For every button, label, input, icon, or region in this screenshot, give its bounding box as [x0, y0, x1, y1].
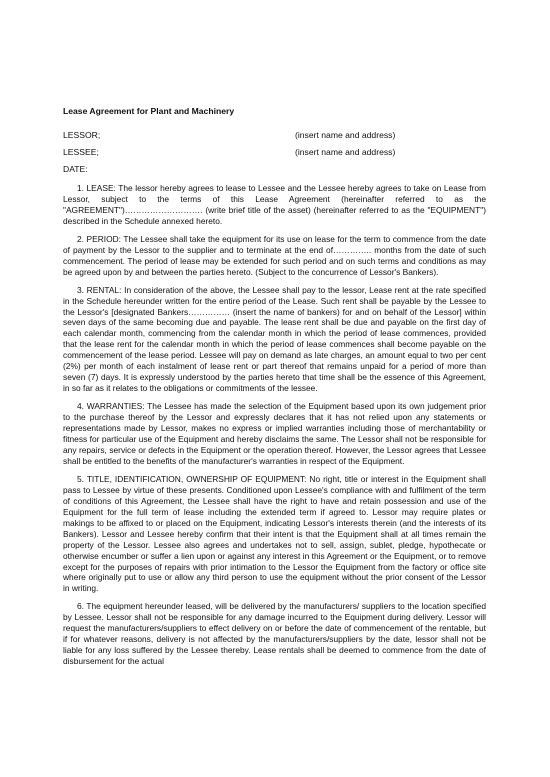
clause-warranties: 4. WARRANTIES: The Lessee has made the selection of the Equipment based upon its own judgement prior to the purchase thereof by the Lessor and expressly declares that it has not relied upon any statements or representations made by Lessor, makes no express or implied warranties including those of merchantability or fitness for particular use of the Equipment and hereby disclaims the same. The Lessor shall not be responsible for any repairs, service or defects in the Equipment or the operation thereof. However, the Lessor agrees that Lessee shall be entitled to the benefits of the manufacturer's warranties in respect of the Equipment.	[63, 401, 486, 466]
clause-period: 2. PERIOD: The Lessee shall take the equipment for its use on lease for the term to commence from the date of payment by the Lessor to the supplier and to terminate at the end of………….. months from the date of such commencement. The period of lease may be extended for such period and on such terms and conditions as may be agreed upon by and between the parties hereto. (Subject to the concurrence of Lessor's Bankers).	[63, 233, 486, 277]
lessee-row	[63, 147, 486, 158]
document-title: Lease Agreement for Plant and Machinery	[63, 106, 235, 116]
date-label: DATE:	[63, 164, 88, 174]
lessee-value: (insert name and address)	[295, 147, 396, 157]
clause-rental: 3. RENTAL: In consideration of the above, the Lessee shall pay to the lessor, Lease rent at the rate specified in the Schedule hereunder written for the entire period of the Lease. Such rent shall be payable by the Lessee to the Lessor's [designated Bankers…………… (insert the name of bankers) for and on behalf of the Lessor] within seven days of the same becoming due and payable. The lease rent shall be due and payable on the first day of each calendar month, commencing from the calendar month in which the period of lease commences, provided that the lease rent for the calendar month in which the period of lease commences shall become payable on the commencement of the lease period. Lessee will pay on demand as late charges, an amount equal to two per cent (2%) per month of each instalment of lease rent or part thereof that remains unpaid for a period of more than seven (7) days. It is expressly understood by the parties hereto that time shall be the essence of this Agreement, in so far as it relates to the obligations or commitments of the lessee.	[63, 284, 486, 394]
lessor-row	[63, 130, 486, 141]
lessor-value: (insert name and address)	[295, 130, 396, 140]
lessor-label: LESSOR;	[63, 130, 101, 140]
clause-delivery: 6. The equipment hereunder leased, will be delivered by the manufacturers/ suppliers to the location specified by Lessee. Lessor shall not be responsible for any damage incurred to the Equipment during delivery. Lessor will request the manufacturers/suppliers to effect delivery on or before the date of commencement of the rentable, but if for whatever reasons, delivery is not affected by the manufacturers/suppliers by the date, lessor shall not be liable for any loss suffered by the Lessee thereby. Lease rentals shall be deemed to commence from the date of disbursement for the actual	[63, 601, 486, 667]
clause-title-ownership: 5. TITLE, IDENTIFICATION, OWNERSHIP OF EQUIPMENT: No right, title or interest in the Equipment shall pass to Lessee by virtue of these presents. Conditioned upon Lessee's compliance with and fulfilment of the term of conditions of this Agreement, the Lessee shall have the right to have and retain possession and use of the Equipment for the full term of lease including the extended term if agreed to. Lessor may require plates or makings to be affixed to or placed on the Equipment, indicating Lessor's interests therein (and the interests of its Bankers). Lessor and Lessee hereby confirm that their intent is that the Equipment shall at all times remain the property of the Lessor. Lessee also agrees and undertakes not to sell, assign, sublet, pledge, hypothecate or otherwise encumber or suffer a lien upon or against any interest in this Agreement or the Equipment, or to remove except for the purposes of repairs with prior intimation to the Lessor the Equipment from the factory or office site where originally put to use or allow any third person to use the equipment without the prior consent of the Lessor in writing.	[63, 473, 486, 594]
clause-lease: 1. LEASE: The lessor hereby agrees to lease to Lessee and the Lessee hereby agrees to take on Lease from Lessor, subject to the terms of this Lease Agreement (hereinafter referred to as the "AGREEMENT")………………………. (write brief title of the asset) (hereinafter referred to as the "EQUIPMENT") described in the Schedule annexed hereto.	[63, 183, 486, 226]
lessee-label: LESSEE;	[63, 147, 99, 157]
